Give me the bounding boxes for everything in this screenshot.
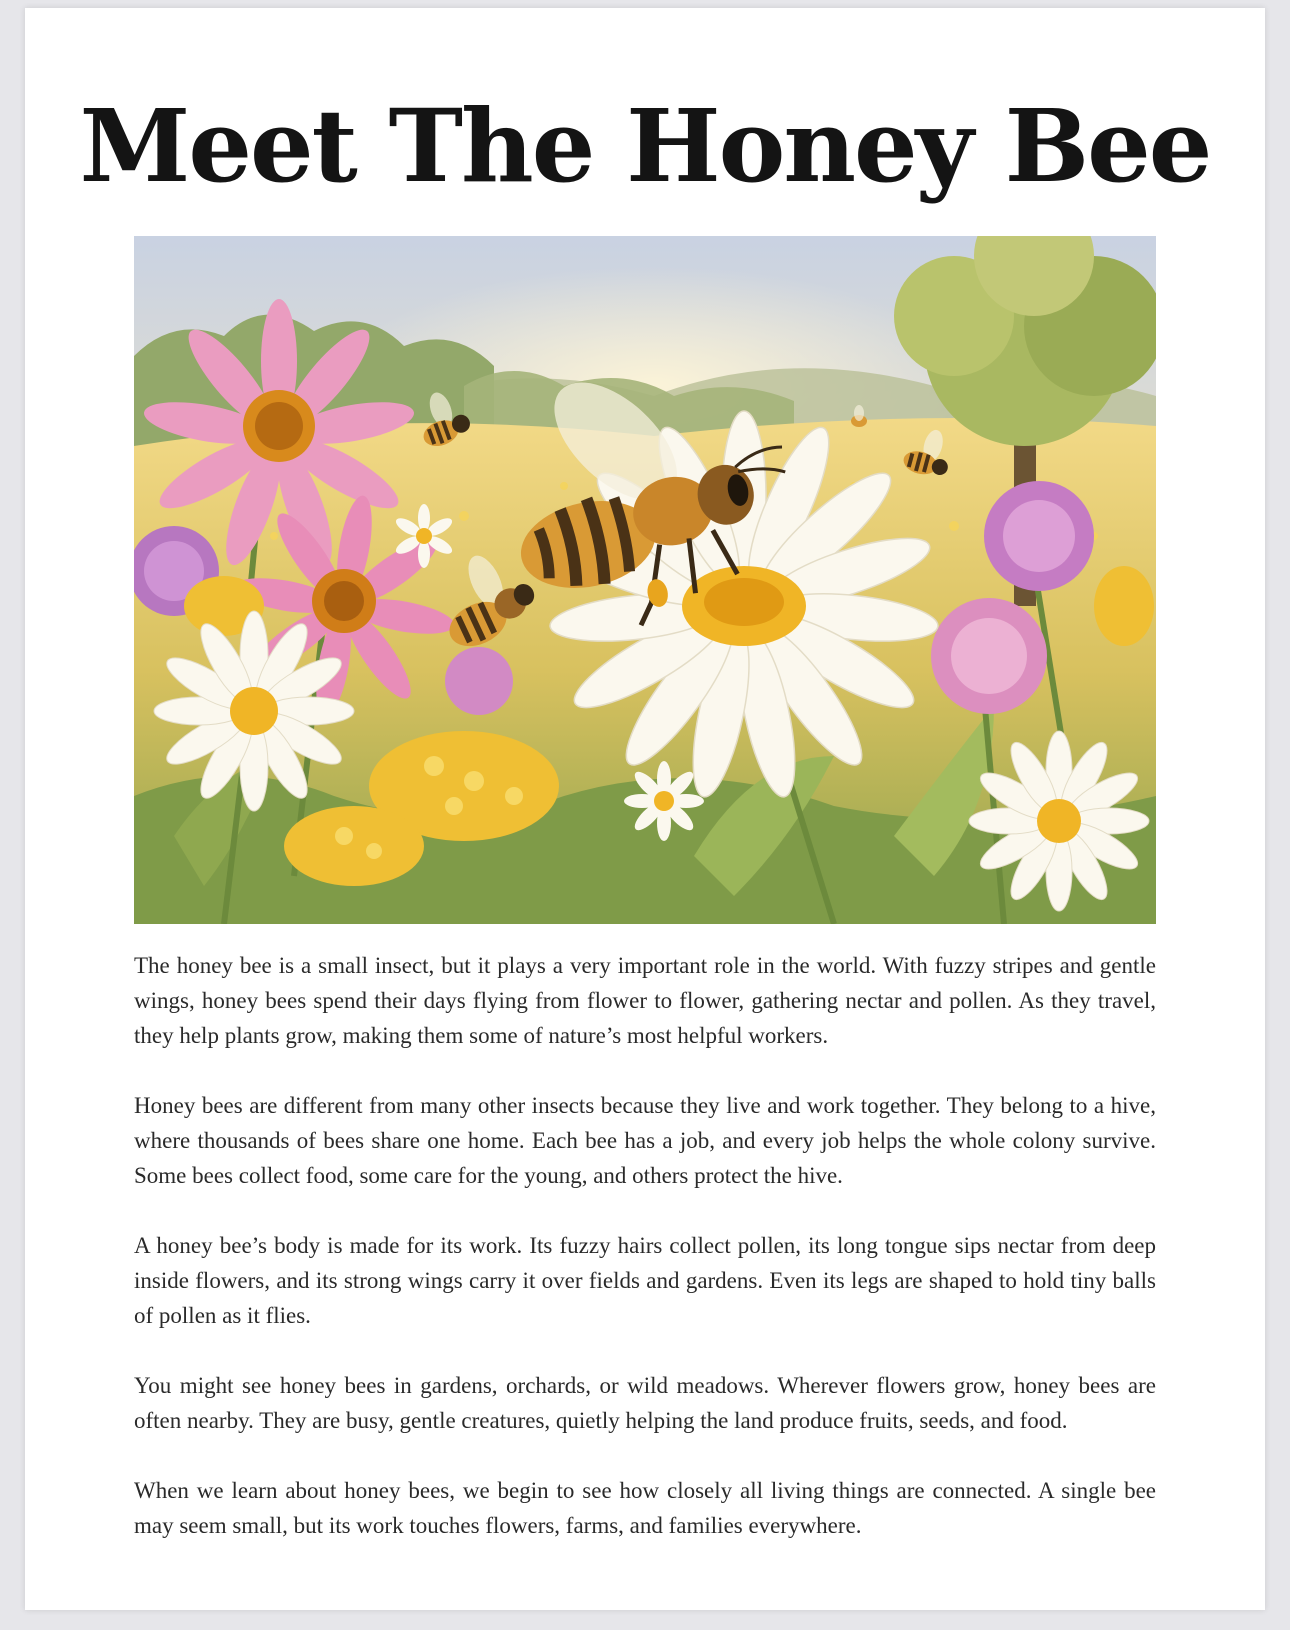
meadow-illustration-svg: [134, 236, 1156, 924]
page-title: Meet The Honey Bee: [79, 87, 1211, 205]
paragraph: You might see honey bees in gardens, orchards, or wild meadows. Wherever flowers grow, honey bees are often nearby. They are busy, gentle creatures, quietly helping the land produce fruits, seeds, and food.: [134, 1373, 1156, 1433]
paragraph: The honey bee is a small insect, but it plays a very important role in the world. With fuzzy stripes and gentle wings, honey bees spend their days flying from flower to flower, gathering nectar and pollen. As they travel, they help plants grow, making them some of nature’s most helpful workers.: [134, 953, 1156, 1048]
article-body: [134, 948, 1156, 1578]
document-page: [25, 8, 1265, 1610]
daisy-small-center: [624, 761, 704, 841]
paragraph: A honey bee’s body is made for its work. Its fuzzy hairs collect pollen, its long tongue sips nectar from deep inside flowers, and its strong wings carry it over fields and gardens. Even its legs are shaped to hold tiny balls of pollen as it flies.: [134, 1233, 1156, 1328]
meadow-illustration: [134, 236, 1156, 924]
paragraph: When we learn about honey bees, we begin to see how closely all living things are connected. A single bee may seem small, but its work touches flowers, farms, and families everywhere.: [134, 1478, 1156, 1538]
paragraph: Honey bees are different from many other insects because they live and work together. They belong to a hive, where thousands of bees share one home. Each bee has a job, and every job helps the whole colony survive. Some bees collect food, some care for the young, and others protect the hive.: [134, 1093, 1156, 1188]
